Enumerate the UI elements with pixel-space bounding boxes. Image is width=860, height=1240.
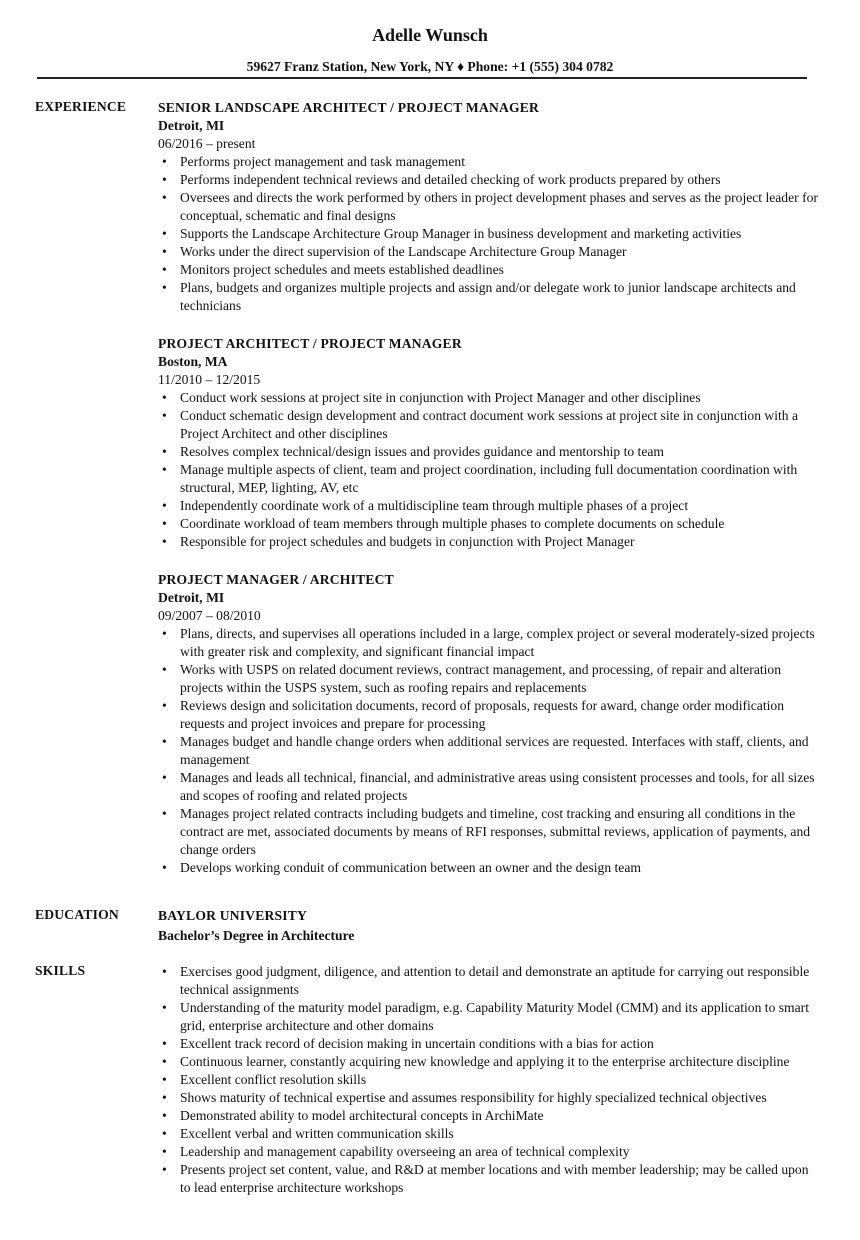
list-item: • Conduct schematic design development and contract document work sessions at project site in conjunction with a Project Architect and other disciplines bbox=[158, 407, 818, 443]
list-item: • Conduct work sessions at project site in conjunction with Project Manager and other disciplines bbox=[158, 389, 818, 407]
job-entry bbox=[158, 99, 818, 315]
list-item: • Responsible for project schedules and budgets in conjunction with Project Manager bbox=[158, 533, 818, 551]
candidate-name: Adelle Wunsch bbox=[372, 25, 488, 45]
list-item: • Monitors project schedules and meets established deadlines bbox=[158, 261, 818, 279]
list-item: • Shows maturity of technical expertise and assumes responsibility for highly specialized technical objectives bbox=[158, 1089, 818, 1107]
list-item: • Leadership and management capability overseeing an area of technical complexity bbox=[158, 1143, 818, 1161]
list-item: • Plans, budgets and organizes multiple projects and assign and/or delegate work to junior landscape architects and technicians bbox=[158, 279, 818, 315]
list-item: • Presents project set content, value, and R&D at member locations and with member leadership; may be called upon to lead enterprise architecture workshops bbox=[158, 1161, 818, 1197]
list-item: • Understanding of the maturity model paradigm, e.g. Capability Maturity Model (CMM) and its application to smart grid, enterprise architecture and other domains bbox=[158, 999, 818, 1035]
list-item: • Performs independent technical reviews and detailed checking of work products prepared by others bbox=[158, 171, 818, 189]
list-item: • Manages and leads all technical, financial, and administrative areas using consistent processes and tools, for all sizes and scopes of roofing and related projects bbox=[158, 769, 818, 805]
experience-body bbox=[158, 99, 818, 897]
list-item: • Coordinate workload of team members through multiple phases to complete documents on schedule bbox=[158, 515, 818, 533]
list-item: • Continuous learner, constantly acquiring new knowledge and applying it to the enterprise architecture discipline bbox=[158, 1053, 818, 1071]
list-item: • Excellent track record of decision making in uncertain conditions with a bias for action bbox=[158, 1035, 818, 1053]
skills-body bbox=[158, 963, 818, 1197]
list-item: • Performs project management and task management bbox=[158, 153, 818, 171]
job-location: Detroit, MI bbox=[158, 118, 225, 133]
list-item: • Excellent conflict resolution skills bbox=[158, 1071, 818, 1089]
list-item: • Works with USPS on related document reviews, contract management, and processing, of repair and alteration projects within the USPS system, such as roofing repairs and replacements bbox=[158, 661, 818, 697]
list-item: • Plans, directs, and supervises all operations included in a large, complex project or several moderately-sized projects with greater risk and complexity, and significant financial impact bbox=[158, 625, 818, 661]
job-entry bbox=[158, 335, 818, 551]
list-item: • Demonstrated ability to model architectural concepts in ArchiMate bbox=[158, 1107, 818, 1125]
job-dates: 09/2007 – 08/2010 bbox=[158, 608, 261, 623]
job-title: PROJECT ARCHITECT / PROJECT MANAGER bbox=[158, 336, 462, 351]
job-title: SENIOR LANDSCAPE ARCHITECT / PROJECT MANAGER bbox=[158, 100, 540, 115]
list-item: • Oversees and directs the work performed by others in project development phases and serves as the project leader for conceptual, schematic and final designs bbox=[158, 189, 818, 225]
list-item: • Supports the Landscape Architecture Group Manager in business development and marketing activities bbox=[158, 225, 818, 243]
list-item: • Resolves complex technical/design issues and provides guidance and mentorship to team bbox=[158, 443, 818, 461]
job-bullets bbox=[158, 389, 818, 551]
experience-heading: EXPERIENCE bbox=[35, 99, 127, 114]
job-dates: 06/2016 – present bbox=[158, 136, 256, 151]
header-divider bbox=[37, 77, 807, 79]
job-bullets bbox=[158, 625, 818, 877]
list-item: • Manages project related contracts including budgets and timeline, cost tracking and ensuring all conditions in the contract are met, associated documents by means of RFI responses, submittal reviews, application of payments, and change orders bbox=[158, 805, 818, 859]
list-item: • Works under the direct supervision of the Landscape Architecture Group Manager bbox=[158, 243, 818, 261]
list-item: • Manage multiple aspects of client, team and project coordination, including full documentation coordination with structural, MEP, lighting, AV, etc bbox=[158, 461, 818, 497]
job-title: PROJECT MANAGER / ARCHITECT bbox=[158, 572, 394, 587]
job-bullets bbox=[158, 153, 818, 315]
list-item: • Independently coordinate work of a multidiscipline team through multiple phases of a project bbox=[158, 497, 818, 515]
job-location: Detroit, MI bbox=[158, 590, 225, 605]
contact-line: 59627 Franz Station, New York, NY ♦ Phone: +1 (555) 304 0782 bbox=[246, 59, 614, 74]
job-dates: 11/2010 – 12/2015 bbox=[158, 372, 261, 387]
school-name: BAYLOR UNIVERSITY bbox=[158, 908, 308, 923]
skills-list bbox=[158, 963, 818, 1197]
education-body bbox=[158, 907, 818, 945]
education-heading: EDUCATION bbox=[35, 907, 119, 922]
degree-name: Bachelor’s Degree in Architecture bbox=[158, 928, 355, 943]
list-item: • Excellent verbal and written communication skills bbox=[158, 1125, 818, 1143]
skills-heading: SKILLS bbox=[35, 963, 86, 978]
job-location: Boston, MA bbox=[158, 354, 228, 369]
list-item: • Reviews design and solicitation documents, record of proposals, requests for award, change order modification requests and project invoices and prepare for processing bbox=[158, 697, 818, 733]
list-item: • Exercises good judgment, diligence, and attention to detail and demonstrate an aptitude for carrying out responsible technical assignments bbox=[158, 963, 818, 999]
job-entry bbox=[158, 571, 818, 877]
list-item: • Manages budget and handle change orders when additional services are requested. Interfaces with staff, clients, and management bbox=[158, 733, 818, 769]
list-item: • Develops working conduit of communication between an owner and the design team bbox=[158, 859, 818, 877]
